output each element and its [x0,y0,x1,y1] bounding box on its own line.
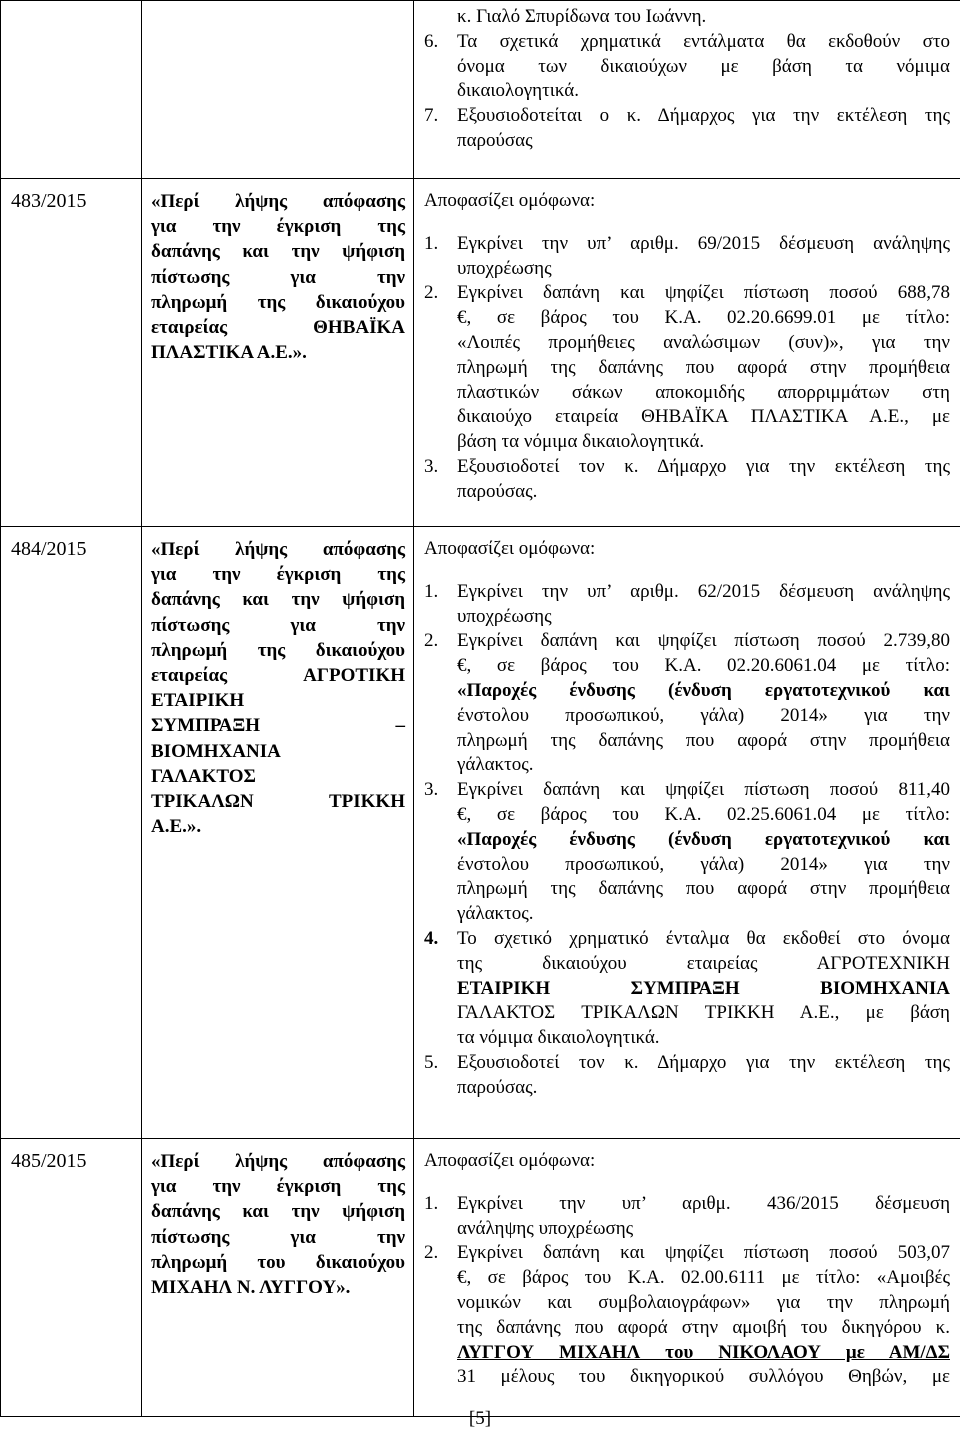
item-number: 4. [424,927,439,949]
decision-cell [414,527,960,1139]
subject-line: πληρωμή της δικαιούχου [151,639,405,661]
list-item [424,455,950,505]
text-line: ΓΑΛΑΚΤΟΣ ΤΡΙΚΑΛΩΝ ΤΡΙΚΚΗ Α.Ε., με βάση [457,1002,950,1024]
list-item [424,104,950,154]
table-row [1,1,960,179]
decision-subject [142,527,414,1139]
text-line: της δαπάνης που αφορά στην αμοιβή του δικηγόρου κ. [457,1316,950,1338]
subject-line: πίστωσης για την [151,1226,405,1248]
subject-line: ΣΥΜΠΡΑΞΗ – [151,715,405,737]
subject-line: εταιρείας ΘΗΒΑΪΚΑ [151,317,405,339]
item-number: 5. [424,1051,439,1073]
text-line: Τα σχετικά χρηματικά εντάλματα θα εκδοθούν στο [457,30,950,52]
list-item [424,1192,950,1242]
text-line: Εγκρίνει δαπάνη και ψηφίζει πίστωση ποσού 688,78 [457,282,950,304]
item-number: 7. [424,105,439,127]
text-line: ΛΥΓΓΟΥ ΜΙΧΑΗΛ του ΝΙΚΟΛΑΟΥ με ΑΜ/ΔΣ [457,1341,950,1363]
subject-line: για την έγκριση της [151,564,405,586]
subject-line: ΤΡΙΚΑΛΩΝ ΤΡΙΚΚΗ [151,791,405,813]
list-item [424,281,950,455]
list-item [424,580,950,630]
text-line: «Παροχές ένδυσης (ένδυση εργατοτεχνικού και [457,828,950,850]
subject-cell [142,1,414,179]
subject-line: ΠΛΑΣΤΙΚΑ Α.Ε.». [151,342,307,364]
text-line: Το σχετικό χρηματικό ένταλμα θα εκδοθεί στο όνομα [457,927,950,949]
text-line: βάση τα νόμιμα δικαιολογητικά. [457,431,705,453]
text-line: «Λοιπές προμήθειες αναλώσιμων (συν)», για την [457,331,950,353]
text-line: παρούσας. [457,1076,538,1098]
text-line: Εξουσιοδοτεί τον κ. Δήμαρχο για την εκτέλεση της [457,455,950,477]
item-number: 1. [424,580,439,602]
list-item [424,1241,950,1390]
number-cell [1,1,142,179]
decision-cell [414,1139,960,1417]
text-line: πληρωμή της δαπάνης που αφορά στην προμήθεια [457,878,950,900]
text-line: γάλακτος. [457,754,534,776]
item-number: 3. [424,455,439,477]
subject-line: ΕΤΑΙΡΙΚΗ [151,690,245,712]
decision-subject [142,179,414,527]
table-row [1,527,960,1139]
subject-line: δαπάνης και την ψήφιση [151,241,405,263]
subject-line: πληρωμή του δικαιούχου [151,1251,405,1273]
text-line: δικαιολογητικά. [457,80,579,102]
item-number: 1. [424,1192,439,1214]
text-line: €, σε βάρος του Κ.Α. 02.20.6699.01 με τίτλο: [457,307,950,329]
subject-line: Α.Ε.». [151,816,202,838]
text-line: ΕΤΑΙΡΙΚΗ ΣΥΜΠΡΑΞΗ ΒΙΟΜΗΧΑΝΙΑ [457,977,950,999]
text-line: ένστολου προσωπικού, γάλα) 2014» για την [457,853,950,875]
subject-line: «Περί λήψης απόφασης [151,539,405,560]
text-line: €, σε βάρος του Κ.Α. 02.25.6061.04 με τίτλο: [457,803,950,825]
text-line: πληρωμή της δαπάνης που αφορά στην προμήθεια [457,356,950,378]
decision-heading: Αποφασίζει ομόφωνα: [424,190,596,211]
text-line: Εγκρίνει την υπ’ αριθμ. 69/2015 δέσμευση ανάληψης [457,232,950,254]
page-number: [5] [468,1408,492,1429]
item-number: 1. [424,232,439,254]
decision-heading: Αποφασίζει ομόφωνα: [424,1150,596,1171]
item-number: 3. [424,779,439,801]
table-row [1,179,960,527]
item-number: 2. [424,1242,439,1264]
text-line: ένστολου προσωπικού, γάλα) 2014» για την [457,704,950,726]
text-line: Εγκρίνει την υπ’ αριθμ. 436/2015 δέσμευση [457,1192,950,1214]
text-line: υποχρέωσης [457,257,552,279]
subject-line: πληρωμή της δικαιούχου [151,291,405,313]
text-line: παρούσας [457,129,533,151]
text-line: Εγκρίνει δαπάνη και ψηφίζει πίστωση ποσού 2.739,80 [457,630,950,652]
text-line: όνομα των δικαιούχων με βάση τα νόμιμα [457,55,950,77]
item-number: 6. [424,30,439,52]
subject-line: «Περί λήψης απόφασης [151,1151,405,1172]
subject-line: για την έγκριση της [151,216,405,238]
decision-number: 483/2015 [1,179,142,527]
text-line: κ. Γιαλό Σπυρίδωνα του Ιωάννη. [457,6,707,27]
text-line: πλαστικών σάκων αποκομιδής απορριμμάτων στη [457,381,950,403]
table-row [1,1139,960,1417]
text-line: γάλακτος. [457,903,534,925]
text-line: Εγκρίνει την υπ’ αριθμ. 62/2015 δέσμευση ανάληψης [457,580,950,602]
text-line: €, σε βάρος του Κ.Α. 02.20.6061.04 με τίτλο: [457,655,950,677]
subject-line: για την έγκριση της [151,1176,405,1198]
list-item [424,1051,950,1101]
list-item [424,232,950,282]
subject-line: ΜΙΧΑΗΛ Ν. ΛΥΓΓΟΥ». [151,1277,351,1299]
item-number: 2. [424,630,439,652]
text-line: πληρωμή της δαπάνης που αφορά στην προμήθεια [457,729,950,751]
decision-cell [414,179,960,527]
decision-number: 485/2015 [1,1139,142,1417]
subject-line: δαπάνης και την ψήφιση [151,589,405,611]
list-item [424,927,950,1051]
subject-line: ΒΙΟΜΗΧΑΝΙΑ [151,740,281,762]
text-line: νομικών και συμβολαιογράφων» για την πληρωμή [457,1291,950,1313]
subject-line: ΓΑΛΑΚΤΟΣ [151,765,256,787]
decision-number: 484/2015 [1,527,142,1139]
subject-line: εταιρείας ΑΓΡΟΤΙΚΗ [151,665,405,687]
text-line: Εξουσιοδοτείται ο κ. Δήμαρχος για την εκτέλεση της [457,105,950,127]
text-line: Εξουσιοδοτεί τον κ. Δήμαρχο για την εκτέλεση της [457,1051,950,1073]
text-line: υποχρέωσης [457,605,552,627]
text-line: τα νόμιμα δικαιολογητικά. [457,1027,660,1049]
text-line: €, σε βάρος του Κ.Α. 02.00.6111 με τίτλο: «Αμοιβές [457,1267,950,1289]
decision-cell [414,1,960,179]
text-line: Εγκρίνει δαπάνη και ψηφίζει πίστωση ποσού 503,07 [457,1242,950,1264]
list-item [424,629,950,778]
text-line: 31 μέλους του δικηγορικού συλλόγου Θηβών, με [457,1366,950,1388]
text-line: «Παροχές ένδυσης (ένδυση εργατοτεχνικού και [457,679,950,701]
decision-subject [142,1139,414,1417]
subject-line: πίστωσης για την [151,614,405,636]
list-item [424,5,950,30]
subject-line: δαπάνης και την ψήφιση [151,1201,405,1223]
decision-heading: Αποφασίζει ομόφωνα: [424,538,596,559]
text-line: παρούσας. [457,480,538,502]
list-item [424,778,950,927]
item-number: 2. [424,282,439,304]
subject-line: «Περί λήψης απόφασης [151,191,405,212]
text-line: ανάληψης υποχρέωσης [457,1217,634,1239]
subject-line: πίστωσης για την [151,266,405,288]
list-item [424,30,950,104]
text-line: Εγκρίνει δαπάνη και ψηφίζει πίστωση ποσού 811,40 [457,779,950,801]
text-line: της δικαιούχου εταιρείας ΑΓΡΟΤΕΧΝΙΚΗ [457,952,950,974]
text-line: δικαιούχο εταιρεία ΘΗΒΑΪΚΑ ΠΛΑΣΤΙΚΑ Α.Ε., με [457,406,950,428]
